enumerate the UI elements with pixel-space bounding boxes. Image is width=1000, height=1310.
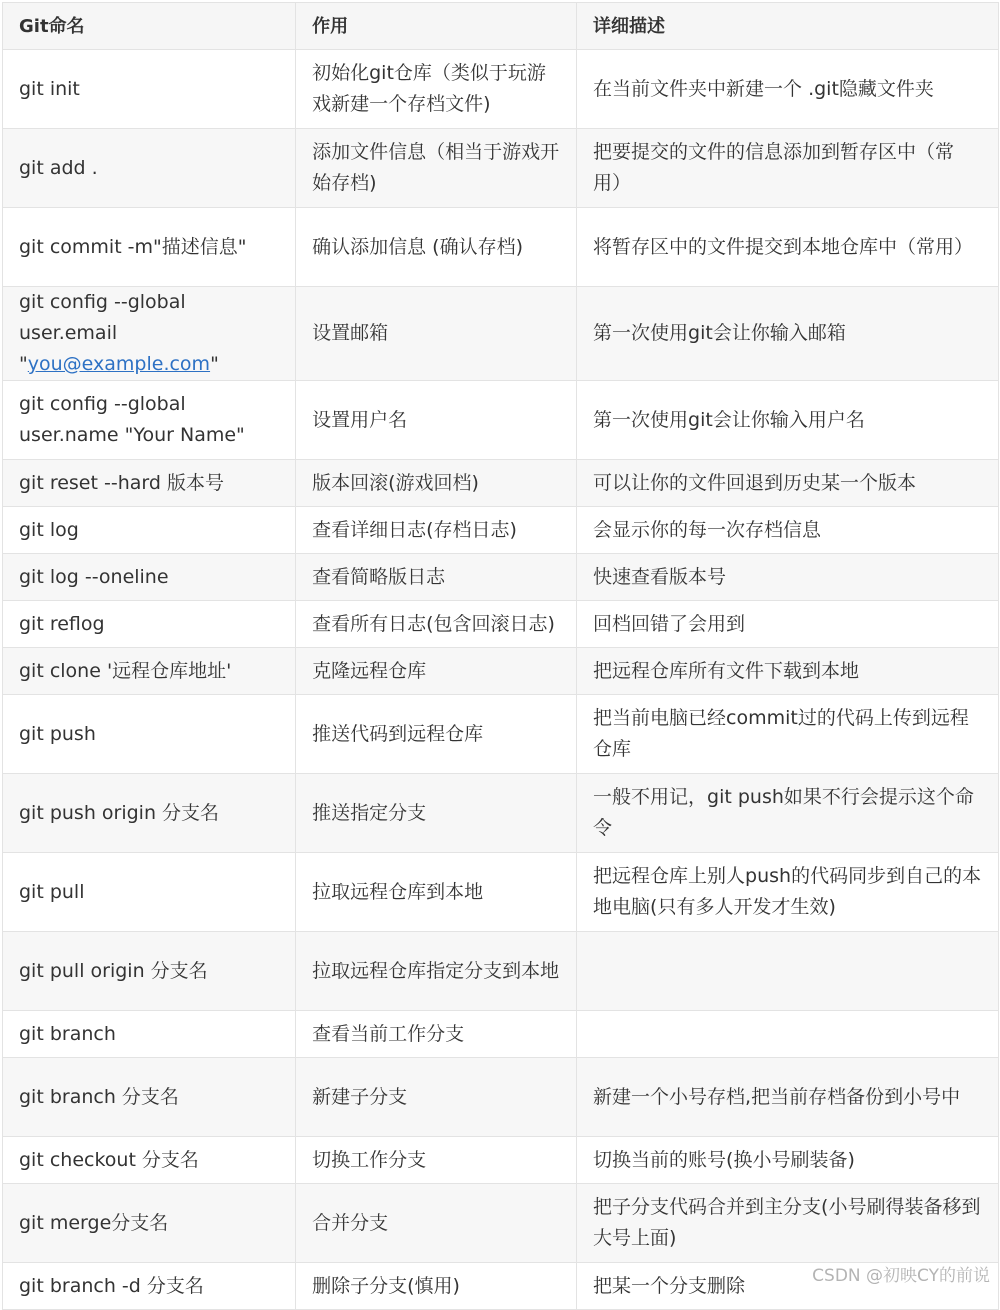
cell-detail: 在当前文件夹中新建一个 .git隐藏文件夹 xyxy=(577,50,999,129)
cell-detail: 把某一个分支删除 xyxy=(577,1263,999,1310)
cell-purpose: 拉取远程仓库到本地 xyxy=(296,853,577,932)
cell-purpose: 合并分支 xyxy=(296,1184,577,1263)
cell-purpose: 查看所有日志(包含回滚日志) xyxy=(296,601,577,648)
cell-detail: 一般不用记，git push如果不行会提示这个命令 xyxy=(577,774,999,853)
cell-purpose: 确认添加信息 (确认存档) xyxy=(296,208,577,287)
cell-detail: 把子分支代码合并到主分支(小号刷得装备移到大号上面) xyxy=(577,1184,999,1263)
cell-command: git pull xyxy=(3,853,296,932)
cell-purpose: 查看详细日志(存档日志) xyxy=(296,507,577,554)
cell-command: git push xyxy=(3,695,296,774)
cell-detail xyxy=(577,1011,999,1058)
table-row xyxy=(3,695,999,774)
cell-command: git add . xyxy=(3,129,296,208)
cell-command: git init xyxy=(3,50,296,129)
cell-detail: 把远程仓库所有文件下载到本地 xyxy=(577,648,999,695)
command-text: " xyxy=(210,353,219,375)
cell-purpose: 推送指定分支 xyxy=(296,774,577,853)
table-row xyxy=(3,287,999,381)
table-row xyxy=(3,507,999,554)
csdn-watermark: CSDN @初映CY的前说 xyxy=(812,1266,990,1286)
cell-purpose: 查看当前工作分支 xyxy=(296,1011,577,1058)
cell-command: git checkout 分支名 xyxy=(3,1137,296,1184)
cell-detail: 快速查看版本号 xyxy=(577,554,999,601)
cell-purpose: 设置用户名 xyxy=(296,381,577,460)
cell-detail: 将暂存区中的文件提交到本地仓库中（常用） xyxy=(577,208,999,287)
cell-purpose: 克隆远程仓库 xyxy=(296,648,577,695)
table-row xyxy=(3,554,999,601)
table-row xyxy=(3,381,999,460)
cell-detail: 可以让你的文件回退到历史某一个版本 xyxy=(577,460,999,507)
cell-purpose: 初始化git仓库（类似于玩游戏新建一个存档文件) xyxy=(296,50,577,129)
table-row xyxy=(3,774,999,853)
table-row xyxy=(3,601,999,648)
cell-command: git config --global user.name "Your Name" xyxy=(3,381,296,460)
cell-detail: 第一次使用git会让你输入用户名 xyxy=(577,381,999,460)
cell-purpose: 设置邮箱 xyxy=(296,287,577,381)
cell-command: git reflog xyxy=(3,601,296,648)
cell-command: git pull origin 分支名 xyxy=(3,932,296,1011)
cell-command: git branch -d 分支名 xyxy=(3,1263,296,1310)
git-command-table xyxy=(2,2,999,1310)
cell-detail: 会显示你的每一次存档信息 xyxy=(577,507,999,554)
table-row xyxy=(3,1011,999,1058)
cell-command: git branch xyxy=(3,1011,296,1058)
cell-detail: 新建一个小号存档,把当前存档备份到小号中 xyxy=(577,1058,999,1137)
cell-command xyxy=(3,287,296,381)
table-row xyxy=(3,129,999,208)
cell-command: git log --oneline xyxy=(3,554,296,601)
cell-purpose: 推送代码到远程仓库 xyxy=(296,695,577,774)
cell-purpose: 查看简略版日志 xyxy=(296,554,577,601)
table-row xyxy=(3,460,999,507)
cell-command: git clone '远程仓库地址' xyxy=(3,648,296,695)
table-header-row xyxy=(3,3,999,50)
table-row xyxy=(3,853,999,932)
table-row xyxy=(3,1137,999,1184)
command-text: git config --global user.email " xyxy=(19,291,186,375)
table-row xyxy=(3,1058,999,1137)
cell-purpose: 添加文件信息（相当于游戏开始存档) xyxy=(296,129,577,208)
cell-purpose: 拉取远程仓库指定分支到本地 xyxy=(296,932,577,1011)
table-row xyxy=(3,208,999,287)
email-link[interactable]: you@example.com xyxy=(27,353,211,375)
cell-command: git push origin 分支名 xyxy=(3,774,296,853)
cell-detail: 把当前电脑已经commit过的代码上传到远程仓库 xyxy=(577,695,999,774)
cell-command: git reset --hard 版本号 xyxy=(3,460,296,507)
table-row xyxy=(3,50,999,129)
cell-command: git merge分支名 xyxy=(3,1184,296,1263)
cell-purpose: 切换工作分支 xyxy=(296,1137,577,1184)
cell-purpose: 版本回滚(游戏回档) xyxy=(296,460,577,507)
header-command: Git命名 xyxy=(3,3,296,50)
cell-detail: 切换当前的账号(换小号刷装备) xyxy=(577,1137,999,1184)
cell-detail: 把要提交的文件的信息添加到暂存区中（常用） xyxy=(577,129,999,208)
table-row xyxy=(3,1184,999,1263)
table-row xyxy=(3,648,999,695)
table-row xyxy=(3,932,999,1011)
cell-detail: 把远程仓库上别人push的代码同步到自己的本地电脑(只有多人开发才生效) xyxy=(577,853,999,932)
cell-detail: 回档回错了会用到 xyxy=(577,601,999,648)
header-purpose: 作用 xyxy=(296,3,577,50)
cell-detail xyxy=(577,932,999,1011)
cell-command: git log xyxy=(3,507,296,554)
cell-purpose: 新建子分支 xyxy=(296,1058,577,1137)
cell-detail: 第一次使用git会让你输入邮箱 xyxy=(577,287,999,381)
cell-purpose: 删除子分支(慎用) xyxy=(296,1263,577,1310)
cell-command: git commit -m"描述信息" xyxy=(3,208,296,287)
header-detail: 详细描述 xyxy=(577,3,999,50)
cell-command: git branch 分支名 xyxy=(3,1058,296,1137)
